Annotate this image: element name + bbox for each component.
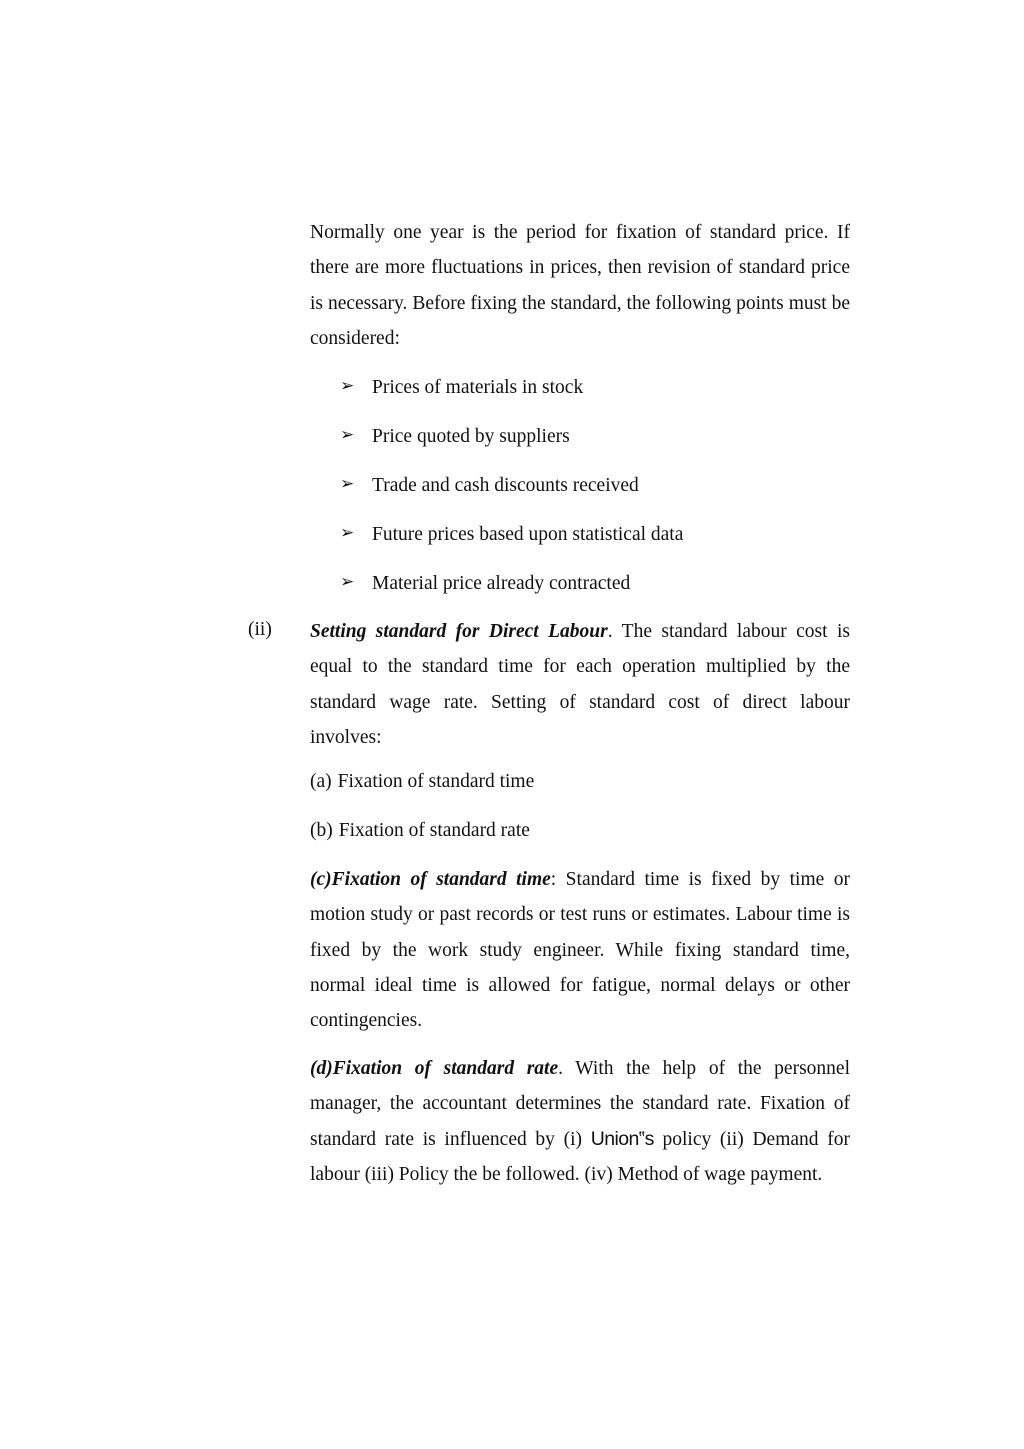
arrow-bullet-icon: ➢ — [340, 474, 355, 493]
arrow-bullet-icon: ➢ — [340, 523, 355, 542]
sub-item-b — [310, 815, 530, 847]
sub-item-text: Fixation of standard time — [337, 771, 535, 792]
union-word: Union‟s — [590, 1127, 654, 1150]
paragraph-body-part-1: . With the help of the personnel manager, the accountant determines the standard rate. Fixation of standard rate is influenced by (i) — [310, 1058, 850, 1150]
paragraph-body-part-2: policy (ii) Demand for labour (iii) Policy the be followed. (iv) Method of wage payment. — [310, 1128, 850, 1185]
intro-paragraph-text: Normally one year is the period for fixation of standard price. If there are more fluctuations in prices, then revision of standard price is necessary. Before fixing the standard, the following points must be considered: — [310, 222, 850, 349]
sub-item-label: (a) — [310, 771, 332, 792]
section-body: . The standard labour cost is equal to the standard time for each operation multiplied by the standard wage rate. Setting of standard cost of direct labour involves: — [310, 621, 850, 748]
list-item-text: Prices of materials in stock — [372, 377, 584, 398]
considerations-list — [340, 372, 683, 617]
direct-labour-paragraph — [310, 614, 850, 755]
list-item-text: Trade and cash discounts received — [372, 475, 639, 496]
sub-item-label: (b) — [310, 820, 333, 841]
list-item — [340, 372, 683, 421]
paragraph-heading: (c)Fixation of standard time — [310, 869, 551, 890]
list-item-text: Price quoted by suppliers — [372, 426, 570, 447]
standard-time-paragraph — [310, 862, 850, 1038]
arrow-bullet-icon: ➢ — [340, 376, 355, 395]
standard-rate-paragraph — [310, 1051, 850, 1192]
arrow-bullet-icon: ➢ — [340, 572, 355, 591]
list-item — [340, 470, 683, 519]
intro-paragraph — [310, 215, 850, 356]
sub-item-text: Fixation of standard rate — [338, 820, 530, 841]
list-item — [340, 519, 683, 568]
section-number: (ii) — [248, 619, 272, 640]
paragraph-body: : Standard time is fixed by time or motion study or past records or test runs or estimates. Labour time is fixed by the work study engineer. While fixing standard time, normal ideal time is allowed for fatigue, normal delays or other contingencies. — [310, 869, 850, 1032]
section-heading: Setting standard for Direct Labour — [310, 621, 608, 642]
list-item — [340, 568, 683, 617]
list-item-text: Material price already contracted — [372, 573, 631, 594]
arrow-bullet-icon: ➢ — [340, 425, 355, 444]
list-item-text: Future prices based upon statistical data — [372, 524, 684, 545]
list-item — [340, 421, 683, 470]
sub-item-a — [310, 766, 534, 798]
paragraph-heading: (d)Fixation of standard rate — [310, 1058, 559, 1079]
